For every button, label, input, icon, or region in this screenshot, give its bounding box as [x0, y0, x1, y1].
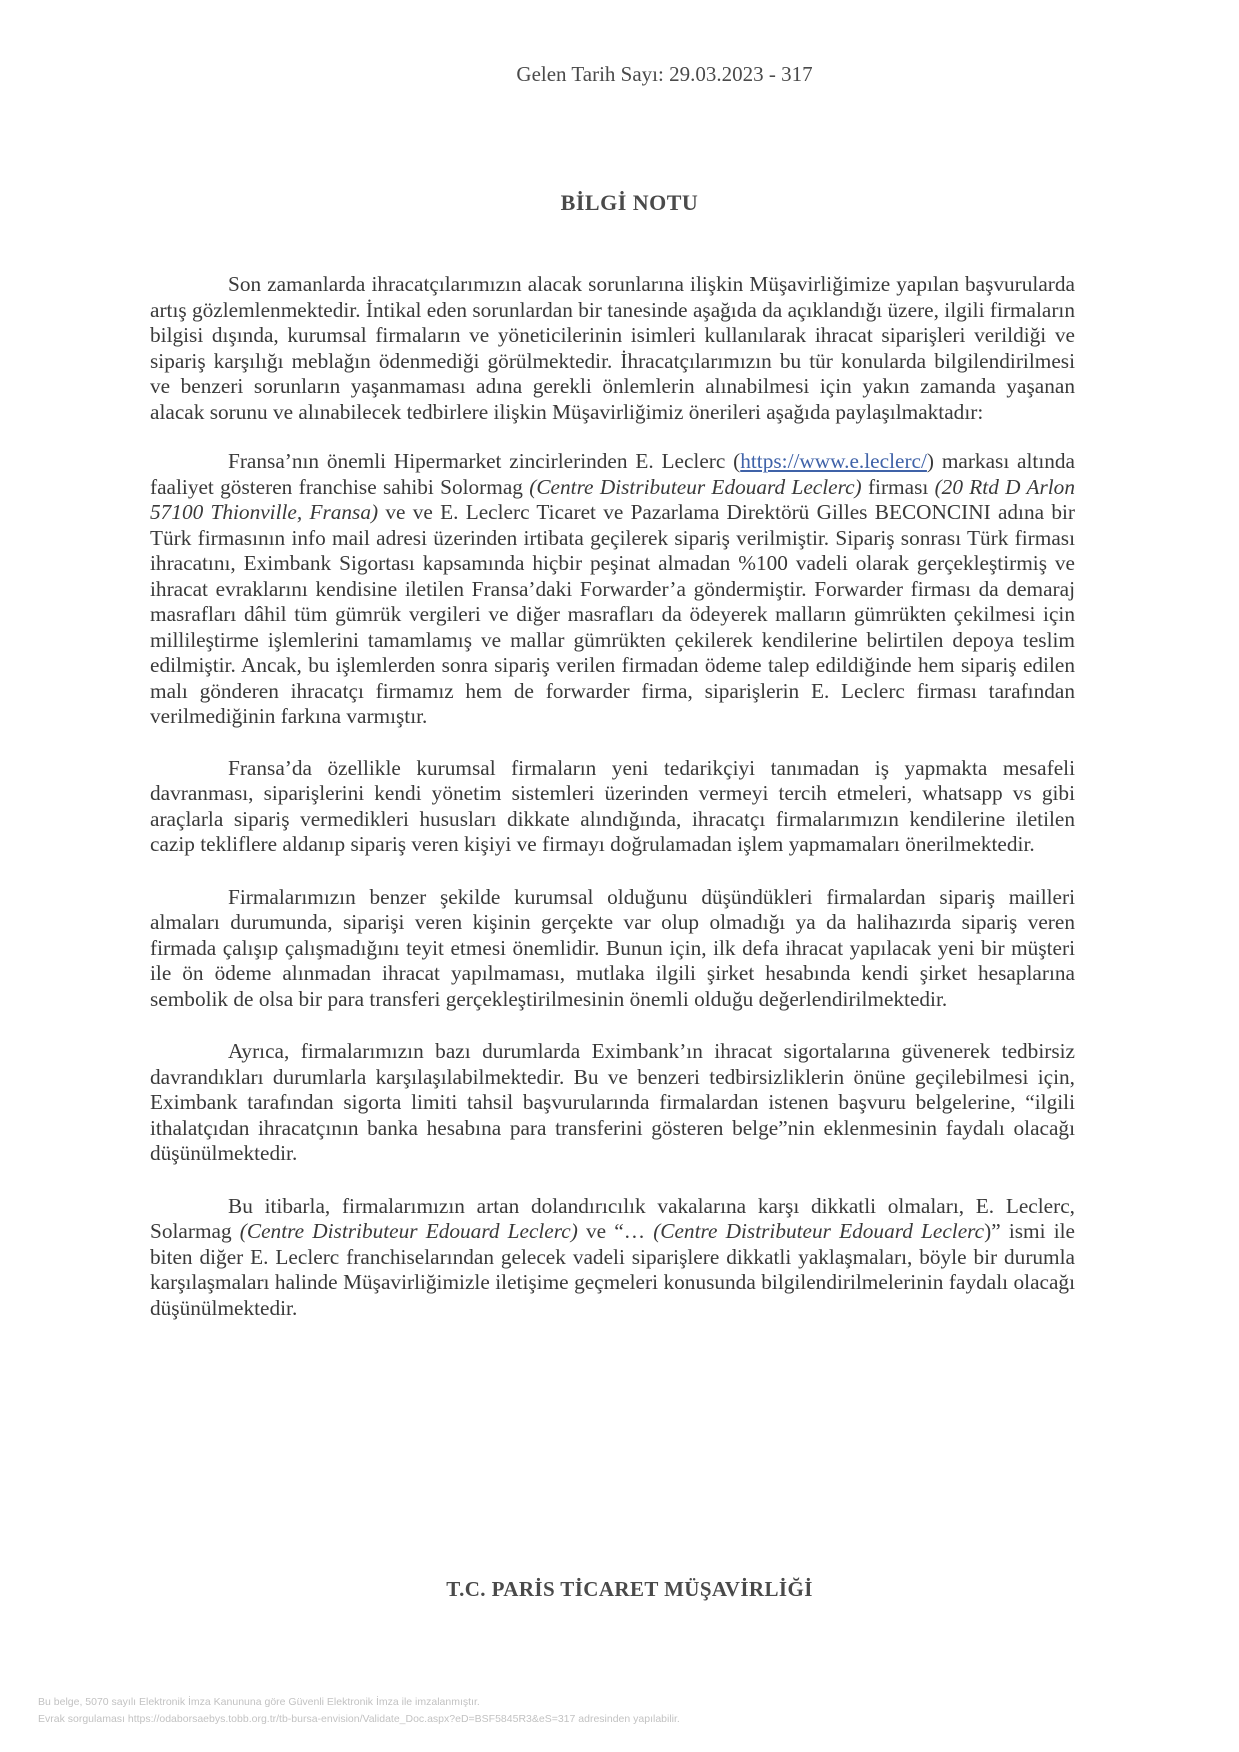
company-name-italic: (Centre Distributeur Edouard Leclerc	[653, 1219, 985, 1243]
incoming-reference: Gelen Tarih Sayı: 29.03.2023 - 317	[516, 62, 813, 86]
paragraph-text: )” ismi ile biten diğer E. Leclerc franchiselarından gelecek vadeli siparişlere dikkatli yaklaşmaları, böyle bir durumla karşılaşmaları halinde Müşavirliğimizle iletişime geçmeleri konusunda bilgilendirilmelerinin faydalı olacağı düşünülmektedir.	[150, 1219, 1075, 1320]
paragraph-intro: Son zamanlarda ihracatçılarımızın alacak sorunlarına ilişkin Müşavirliğimize yapılan başvurularda artış gözlemlenmektedir. İntikal eden sorunlardan bir tanesinde aşağıda da açıklandığı üzere, ilgili firmaların bilgisi dışında, kurumsal firmaların ve yöneticilerinin isimleri kullanılarak ihracat siparişleri verildiği ve sipariş karşılığı meblağın ödenmediği görülmektedir. İhracatçılarımızın bu tür konularda bilgilendirilmesi ve benzeri sorunların yaşanmaması adına gerekli önlemlerin alınabilmesi için yakın zamanda yaşanan alacak sorunu ve alınabilecek tedbirlere ilişkin Müşavirliğimiz önerileri aşağıda paylaşılmaktadır:	[150, 272, 1075, 424]
leclerc-website-link[interactable]: https://www.e.leclerc/	[740, 449, 927, 473]
signature-block: T.C. PARİS TİCARET MÜŞAVİRLİĞİ	[446, 1577, 813, 1601]
paragraph-text: ve ve E. Leclerc Ticaret ve Pazarlama Direktörü Gilles BECONCINI adına bir Türk firmasının info mail adresi üzerinden irtibata geçilerek sipariş verilmiştir. Sipariş sonrası Türk firması ihracatını, Eximbank Sigortası kapsamında hiçbir peşinat almadan %100 vadeli olarak gerçekleştirmiş ve ihracat evraklarını kendisine iletilen Fransa’daki Forwarder’a göndermiştir. Forwarder firması da demaraj masrafları dâhil tüm gümrük vergileri ve diğer masrafları da ödeyerek malların gümrükten çekilmesi için millileştirme işlemlerini tamamlamış ve mallar gümrükten çekilerek kendilerine belirtilen depoya teslim edilmiştir. Ancak, bu işlemlerden sonra sipariş verilen firmadan ödeme talep edildiğinde hem sipariş edilen malı gönderen ihracatçı firmamız hem de forwarder firma, siparişlerin E. Leclerc firması tarafından verilmediğinin farkına varmıştır.	[150, 500, 1075, 728]
paragraph-text: ) markası altında faaliyet gösteren franchise sahibi Solormag	[150, 449, 1076, 499]
document-title: BİLGİ NOTU	[560, 190, 699, 215]
paragraph-france-practices: Fransa’da özellikle kurumsal firmaların yeni tedarikçiyi tanımadan iş yapmakta mesafeli davranması, siparişlerini kendi yönetim sistemleri üzerinden vermeyi tercih etmeleri, whatsapp vs gibi araçlarla sipariş vermedikleri hususları dikkate alındığında, ihracatçı firmalarımızın kendilerine iletilen cazip tekliflere aldanıp sipariş veren kişiyi ve firmayı doğrulamadan işlem yapmamaları önerilmektedir.	[150, 755, 1075, 856]
paragraph-eximbank: Ayrıca, firmalarımızın bazı durumlarda Eximbank’ın ihracat sigortalarına güvenerek tedbirsiz davrandıkları durumlarla karşılaşılabilmektedir. Bu ve benzeri tedbirsizliklerin önüne geçilebilmesi için, Eximbank tarafından sigorta limiti tahsil başvurularında firmalardan istenen başvuru belgelerine, “ilgili ithalatçıdan ihracatçının banka hesabına para transferini gösteren belge”nin eklenmesinin faydalı olacağı düşünülmektedir.	[150, 1039, 1075, 1165]
paragraph-text: Bu itibarla, firmalarımızın artan dolandırıcılık vakalarına karşı dikkatli olmaları, E. Leclerc, Solarmag	[150, 1193, 1075, 1243]
paragraph-case-description	[150, 449, 1075, 730]
e-signature-footer	[38, 1694, 680, 1728]
company-name-italic: (Centre Distributeur Edouard Leclerc)	[529, 474, 862, 499]
paragraph-text: ve “…	[577, 1219, 654, 1243]
company-name-italic: (Centre Distributeur Edouard Leclerc)	[239, 1219, 578, 1243]
e-signature-notice: Bu belge, 5070 sayılı Elektronik İmza Kanununa göre Güvenli Elektronik İmza ile imzalanmıştır.	[38, 1696, 480, 1708]
paragraph-text: Fransa’nın önemli Hipermarket zincirlerinden E. Leclerc (	[228, 449, 741, 473]
paragraph-conclusion	[150, 1194, 1075, 1322]
company-address-italic: (20 Rtd D Arlon 57100 Thionville, Fransa)	[150, 474, 1075, 524]
paragraph-text: firması	[861, 474, 935, 499]
paragraph-verification-advice: Firmalarımızın benzer şekilde kurumsal olduğunu düşündükleri firmalardan sipariş mailleri almaları durumunda, siparişi veren kişinin gerçekte var olup olmadığı ya da halihazırda sipariş veren firmada çalışıp çalışmadığını teyit etmesi önemlidir. Bunun için, ilk defa ihracat yapılacak yeni bir müşteri ile ön ödeme alınmadan ihracat yapılmaması, mutlaka ilgili şirket hesabında kendi şirket hesaplarına sembolik de olsa bir para transferi gerçekleştirilmesinin önemli olduğu değerlendirilmektedir.	[150, 884, 1075, 1011]
document-body	[150, 272, 1075, 1346]
document-verification-notice: Evrak sorgulaması https://odaborsaebys.tobb.org.tr/tb-bursa-envision/Validate_Doc.aspx?eD=BSF5845R3&eS=317 adresinden yapılabilir.	[38, 1713, 680, 1725]
